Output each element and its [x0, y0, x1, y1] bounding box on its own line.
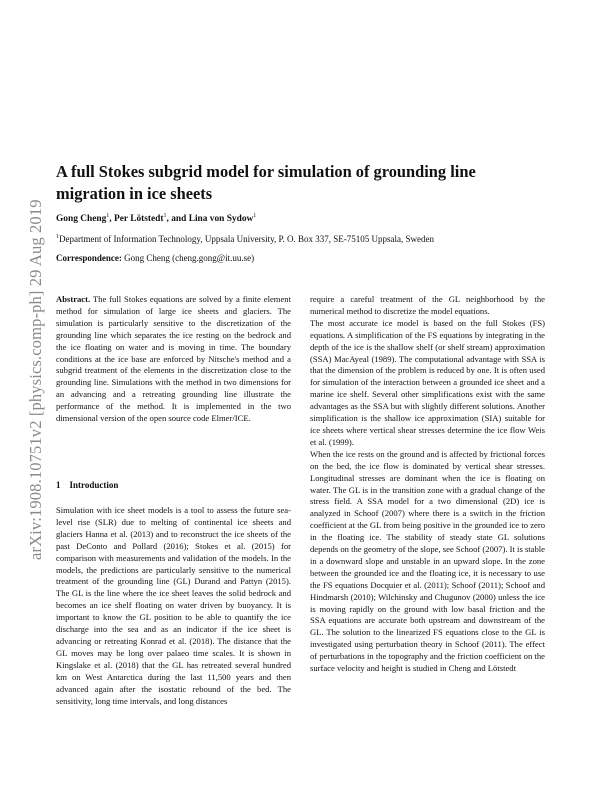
author-list	[56, 213, 256, 224]
abstract-label: Abstract.	[56, 294, 91, 304]
affiliation-mark: 1	[253, 213, 257, 219]
affiliation	[56, 234, 434, 244]
intro-paragraph: Simulation with ice sheet models is a tool to assess the future sea-level rise (SLR) due to melting of continental ice sheets and glaciers Hanna et al. (2013) and to reconstruct the ice sheets of the past DeConto and Pollard (2016); Stokes et al. (2015) for comparison with measurements and validation of the models. In the models, the predictions are particularly sensitive to the numerical treatment of the grounding line (GL) Durand and Pattyn (2015). The GL is the line where the ice sheet leaves the solid bedrock and becomes an ice shelf floating on water driven by buoyancy. It is important to know the GL position to be able to quantify the ice discharge into the sea and as an indicator if the ice sheet is advancing or retreating Konrad et al. (2018). The distance that the GL moves may be long over palaeo time scales. It is shown in Kingslake et al. (2018) that the GL has retreated several hundred km on West Antarctica during the last 11,500 years and then advanced again after the isostatic rebound of the bed. The sensitivity, long time intervals, and long distances	[56, 505, 291, 706]
paper-title: A full Stokes subgrid model for simulation of grounding line migration in ice sheets	[56, 162, 476, 203]
affiliation-mark: 1	[163, 213, 167, 219]
paragraph: require a careful treatment of the GL neighborhood by the numerical method to discretize the model equations.	[310, 294, 545, 316]
arxiv-identifier: arXiv:1908.10751v2 [physics.comp-ph] 29 Aug 2019	[26, 199, 45, 560]
correspondence-label: Correspondence:	[56, 253, 122, 263]
section-title: Introduction	[69, 480, 119, 490]
abstract-text: The full Stokes equations are solved by a finite element method for simulation of large ice sheets and glaciers. The simulation is particularly sensitive to the discretization of the grounding line which separates the ice resting on the bedrock and the ice floating on water and is moving in time. The boundary conditions at the ice base are enforced by Nitsche's method and a subgrid treatment of the elements in the discretization close to the grounding line. Simulations with the method in two dimensions for an advancing and a retreating grounding line illustrate the performance of the method. It is implemented in the two dimensional version of the open source code Elmer/ICE.	[56, 294, 291, 424]
section-number: 1	[56, 480, 61, 490]
author-name: Per Lötstedt	[113, 214, 164, 225]
affiliation-text: Department of Information Technology, Uppsala University, P. O. Box 337, SE-75105 Uppsala, Sweden	[59, 234, 434, 244]
paragraph: The most accurate ice model is based on the full Stokes (FS) equations. A simplification of the FS equations by integrating in the depth of the ice is the shallow shelf (or shelf stream) approximation (SSA) MacAyeal (1989). The computational advantage with SSA is that the dimension of the problem is reduced by one. It is often used for simulation of the interaction between a grounded ice sheet and a marine ice shelf. Several other simplifications exist with the same advantages as the SSA but with slightly different solutions. Another simplification is the shallow ice approximation (SIA) suitable for ice sheets where vertical shear stresses determine the ice flow Weis et al. (1999).	[310, 317, 545, 447]
abstract	[56, 294, 291, 425]
paragraph: When the ice rests on the ground and is affected by frictional forces on the bed, the ice flow is dominated by vertical shear stresses. Longitudinal stresses are dominant when the ice is floating on water. The GL is in the transition zone with a gradual change of the stress field. A SSA model for a two dimensional (2D) ice is analyzed in Schoof (2007) where there is a switch in the friction coefficient at the GL from being positive in the grounded ice to zero in the floating ice. The stability of steady state GL solutions depends on the geometry of the slope, see Schoof (2007). It is stable in a downward slope and unstable in an upward slope. In the zone between the grounded ice and the floating ice, it is necessary to use the FS equations Docquier et al. (2011); Schoof (2011); Schoof and Hindmarsh (2010); Wilchinsky and Chugunov (2000) unless the ice is moving rapidly on the ground with low basal friction and the SSA equations are accurate both upstream and downstream of the GL. The solution to the linearized FS equations close to the GL is investigated using perturbation theory in Schoof (2011). The effect of perturbations in the topography and the friction coefficient on the surface velocity and height is studied in Cheng and Lötstedt	[310, 448, 545, 674]
section-heading	[56, 480, 118, 490]
correspondence-text: Gong Cheng (cheng.gong@it.uu.se)	[124, 253, 255, 263]
correspondence	[56, 253, 254, 263]
affiliation-mark: 1	[56, 234, 59, 240]
author-separator: , and	[166, 214, 189, 225]
author-name: Gong Cheng	[56, 214, 107, 225]
affiliation-mark: 1	[106, 213, 110, 219]
left-column	[56, 294, 291, 425]
author-separator: ,	[109, 214, 114, 225]
author-name: Lina von Sydow	[188, 214, 254, 225]
right-column	[310, 294, 545, 675]
